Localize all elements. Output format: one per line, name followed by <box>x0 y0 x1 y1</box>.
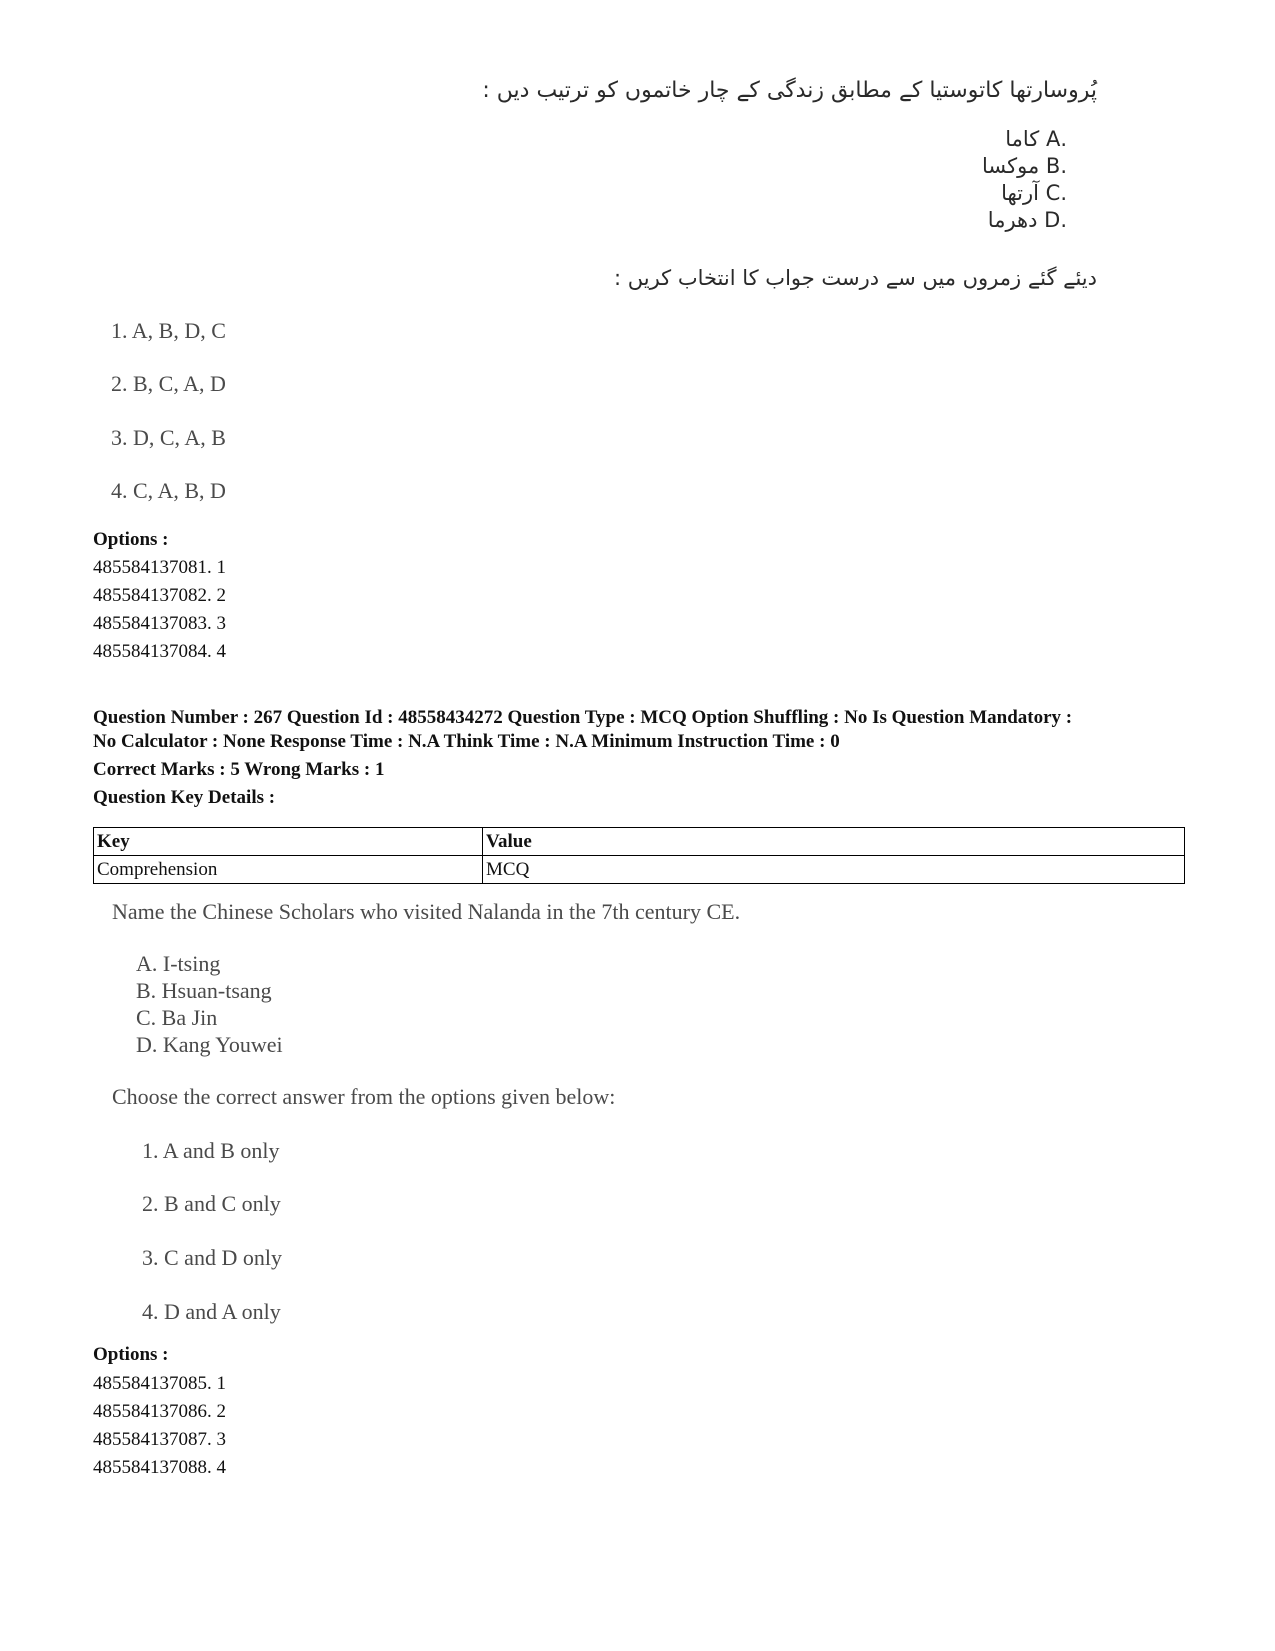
key-table-header-row <box>94 828 1185 856</box>
q267-answer-option-3: 3. C and D only <box>142 1245 282 1270</box>
q267-marks: Correct Marks : 5 Wrong Marks : 1 <box>93 759 385 780</box>
q266-option-id-2: 485584137082. 2 <box>93 585 226 606</box>
q267-item-d: D. Kang Youwei <box>136 1032 283 1057</box>
q267-options-label: Options : <box>93 1344 169 1365</box>
key-table-cell-key: Comprehension <box>94 856 483 884</box>
q267-item-c: C. Ba Jin <box>136 1005 218 1030</box>
q267-option-id-1: 485584137085. 1 <box>93 1373 226 1394</box>
urdu-instruction: پُروسارتھا کاتوستیا کے مطابق زندگی کے چار خاتموں کو ترتیب دیں : <box>482 78 1097 103</box>
q266-option-id-1: 485584137081. 1 <box>93 557 226 578</box>
q267-answer-option-2: 2. B and C only <box>142 1191 281 1216</box>
q266-options-label: Options : <box>93 529 169 550</box>
q267-item-a: A. I-tsing <box>136 951 221 976</box>
q266-option-id-3: 485584137083. 3 <box>93 613 226 634</box>
urdu-item-c: .C آرتھا <box>1001 181 1067 205</box>
q266-answer-option-2: 2. B, C, A, D <box>111 371 226 396</box>
key-table-header-key: Key <box>94 828 483 856</box>
q267-option-id-3: 485584137087. 3 <box>93 1429 226 1450</box>
urdu-item-a: .A کاما <box>1005 127 1067 151</box>
q267-answer-option-1: 1. A and B only <box>142 1138 280 1163</box>
q266-option-id-4: 485584137084. 4 <box>93 641 226 662</box>
q267-key-details-label: Question Key Details : <box>93 787 276 808</box>
q266-answer-option-4: 4. C, A, B, D <box>111 478 226 503</box>
q267-option-id-4: 485584137088. 4 <box>93 1457 226 1478</box>
q267-item-b: B. Hsuan-tsang <box>136 978 272 1003</box>
q267-choose-text: Choose the correct answer from the options given below: <box>112 1084 616 1109</box>
urdu-choose-text: دیئے گئے زمروں میں سے درست جواب کا انتخاب کریں : <box>613 266 1097 290</box>
key-table-cell-value: MCQ <box>483 856 1185 884</box>
key-table-header-value: Value <box>483 828 1185 856</box>
urdu-item-d: .D دھرما <box>987 208 1067 232</box>
q267-answer-option-4: 4. D and A only <box>142 1299 281 1324</box>
q267-option-id-2: 485584137086. 2 <box>93 1401 226 1422</box>
q267-question-text: Name the Chinese Scholars who visited Nalanda in the 7th century CE. <box>112 899 741 924</box>
urdu-item-b: .B موکسا <box>981 154 1067 178</box>
q267-header-line1: Question Number : 267 Question Id : 48558434272 Question Type : MCQ Option Shuffling : No Is Question Mandatory : <box>93 707 1073 728</box>
q266-answer-option-3: 3. D, C, A, B <box>111 425 226 450</box>
key-details-table <box>93 827 1185 884</box>
q266-answer-option-1: 1. A, B, D, C <box>111 318 226 343</box>
key-table-row <box>94 856 1185 884</box>
q267-header-line2: No Calculator : None Response Time : N.A Think Time : N.A Minimum Instruction Time : 0 <box>93 731 840 752</box>
